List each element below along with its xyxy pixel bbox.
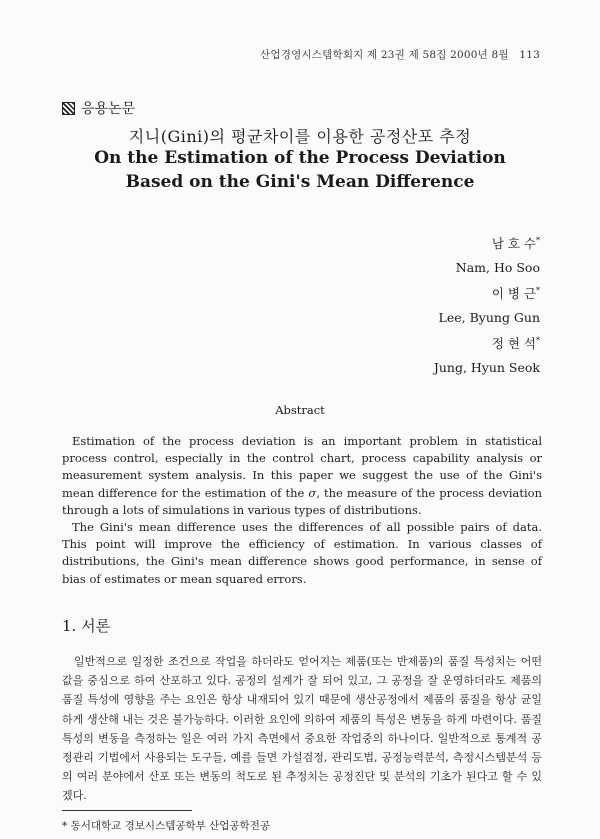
- author-3-english: Jung, Hyun Seok: [433, 360, 540, 375]
- title-korean: 지니(Gini)의 평균차이를 이용한 공정산포 추정: [128, 127, 472, 146]
- section-tag: [62, 98, 135, 118]
- intro-paragraph: 일반적으로 일정한 조건으로 작업을 하더라도 얻어지는 제품(또는 반제품)의 품질 특성치는 어떤 값을 중심으로 하여 산포하고 있다. 공정의 설계가 잘 되어 있고, 그 공정을 잘 운영하더라도 제품의 품질 특성에 영향을 주는 요인은 항상 내재되어 있기 때문에 생산공정에서 제품의 품질을 항상 균일하게 생산해 내는 것은 불가능하다. 이러한 요인에 의하여 제품의 특성은 변동을 하게 마련이다. 품질특성의 변동을 측정하는 일은 여러 가지 측면에서 중요한 작업중의 하나이다. 일반적으로 통계적 공정관리 기법에서 사용되는 도구들, 예를 들면 가설검정, 관리도법, 공정능력분석, 측정시스템분석 등의 여러 분야에서 산포 또는 변동의 척도로 된 추정치는 공정진단 및 분석의 기초가 된다고 할 수 있겠다.: [62, 655, 542, 803]
- abstract-heading: Abstract: [275, 403, 325, 417]
- author-1-english: Nam, Ho Soo: [455, 260, 540, 275]
- author-2-korean: 이 병 근*: [491, 286, 540, 302]
- abstract-paragraph-2: The Gini's mean difference uses the differences of all possible pairs of data. This point will improve the efficiency of estimation. In various classes of distributions, the Gini's mean difference shows good performance, in sense of bias of estimates or mean squared errors.: [62, 520, 542, 586]
- author-3-korean: 정 현 석*: [491, 336, 540, 352]
- author-2-english: Lee, Byung Gun: [438, 310, 540, 325]
- footnote: * 동서대학교 경보시스템공학부 산업공학전공: [62, 820, 270, 832]
- abstract-paragraph-1: Estimation of the process deviation is an important problem in statistical process control, especially in the control chart, process capability analysis or measurement system analysis. In this paper we suggest the use of the Gini's mean difference for the estimation of the σ, the measure of the process deviation through a lots of simulations in various types of distributions.: [62, 434, 542, 517]
- section-heading: 1. 서론: [62, 617, 111, 635]
- section-tag-label: 응용논문: [81, 101, 136, 117]
- title-english-line2: Based on the Gini's Mean Difference: [125, 172, 475, 192]
- author-1-korean: 남 호 수*: [491, 236, 540, 252]
- abstract-body: [62, 433, 542, 588]
- page-number: 113: [519, 49, 540, 61]
- footnote-divider: [62, 810, 192, 811]
- running-header: [260, 47, 540, 62]
- title-english-line1: On the Estimation of the Process Deviation: [94, 148, 506, 168]
- hatched-square-icon: [62, 102, 75, 115]
- sigma-symbol: σ: [308, 485, 317, 500]
- journal-info: 산업경영시스템학회지 제 23권 제 58집 2000년 8월: [260, 49, 509, 61]
